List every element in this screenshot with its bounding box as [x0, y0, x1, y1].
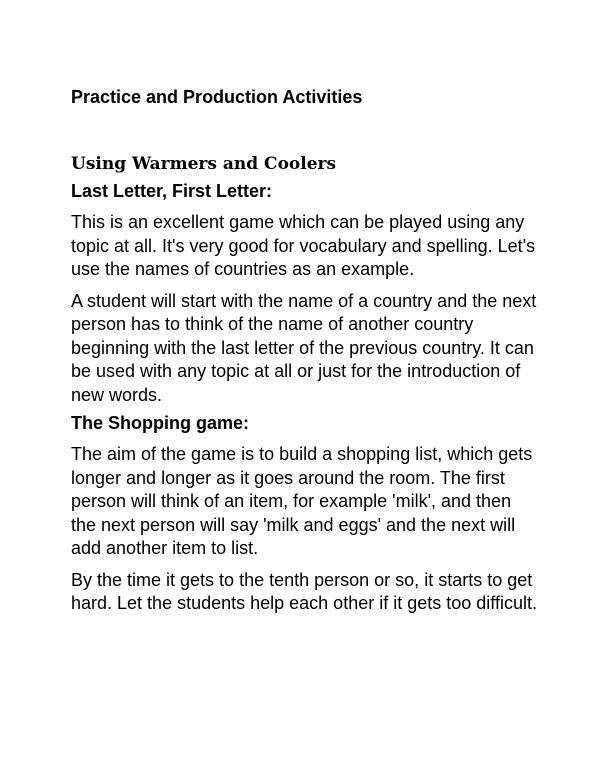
- activity-heading-shopping-game: The Shopping game:: [71, 413, 249, 433]
- page-title: Practice and Production Activities: [71, 87, 363, 107]
- section-heading: Using Warmers and Coolers: [71, 154, 337, 174]
- activity-paragraph: A student will start with the name of a country and the next person has to think of the name of another country beginning with the last letter of the previous country. It can be used with any topic at all or just for the introduction of new words.: [71, 290, 537, 405]
- activity-paragraph: By the time it gets to the tenth person or so, it starts to get hard. Let the students help each other if it gets too difficult.: [71, 569, 537, 613]
- activity-heading-last-letter: Last Letter, First Letter:: [71, 181, 273, 201]
- activity-paragraph: This is an excellent game which can be played using any topic at all. It's very good for vocabulary and spelling. Let's use the names of countries as an example.: [71, 212, 536, 279]
- document-body: [71, 85, 541, 616]
- activity-paragraph: The aim of the game is to build a shopping list, which gets longer and longer as it goes around the room. The first person will think of an item, for example 'milk', and then the next person will say 'milk and eggs' and the next will add another item to list.: [71, 444, 533, 558]
